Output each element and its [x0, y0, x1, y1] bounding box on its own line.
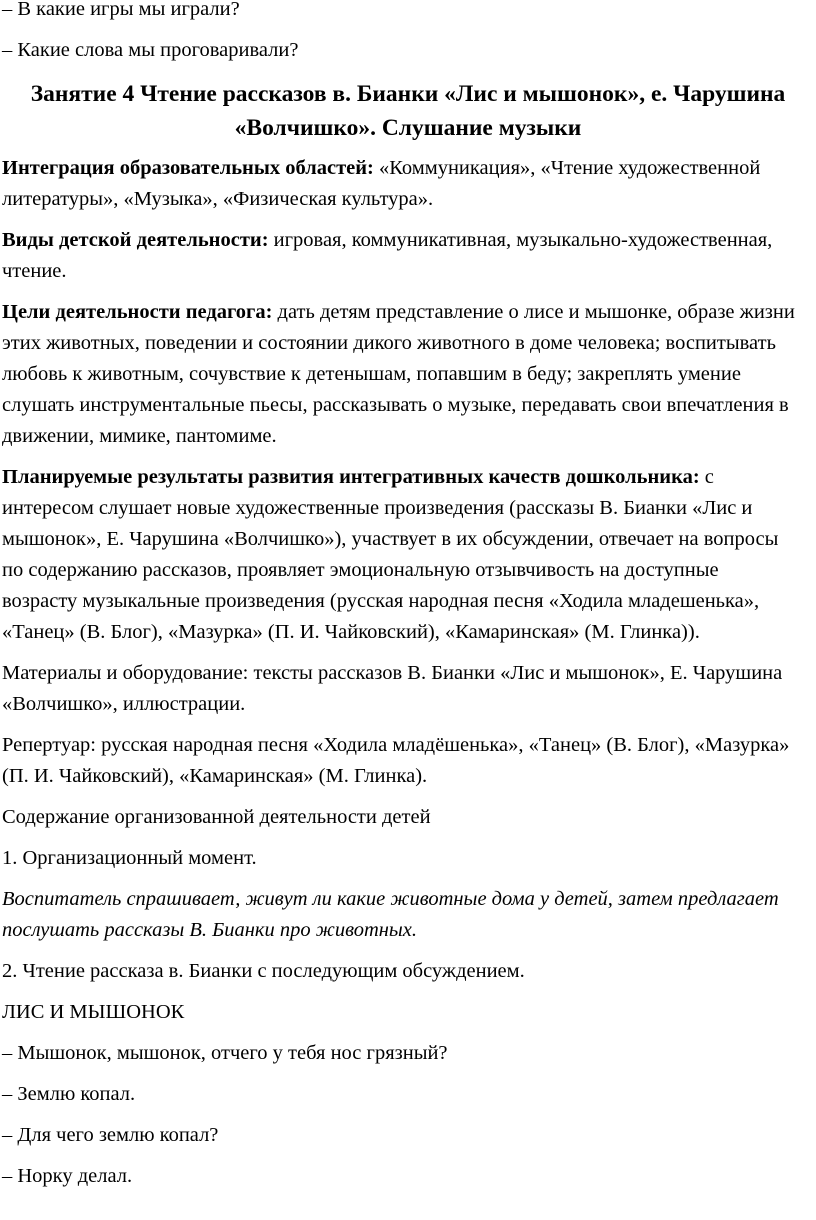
step-1-note: Воспитатель спрашивает, живут ли какие животные дома у детей, затем предлагает послушать рассказы В. Бианки про животных.: [2, 888, 779, 941]
dialogue-line: – Мышонок, мышонок, отчего у тебя нос грязный?: [2, 1042, 448, 1064]
question-games: – В какие игры мы играли?: [2, 0, 240, 20]
content-heading: Содержание организованной деятельности детей: [2, 806, 431, 828]
results-paragraph: [2, 462, 796, 648]
repertoire-paragraph: Репертуар: русская народная песня «Ходила младёшенька», «Танец» (В. Блог), «Мазурка» (П. И. Чайковский), «Камаринская» (М. Глинка).: [2, 734, 790, 787]
activities-paragraph: [2, 225, 796, 287]
integration-text: «Коммуникация», «Чтение художественной литературы», «Музыка», «Физическая культура».: [2, 157, 761, 210]
results-label: Планируемые результаты развития интегративных качеств дошкольника:: [2, 466, 700, 488]
integration-paragraph: [2, 153, 796, 215]
dialogue-line: – Норку делал.: [2, 1165, 133, 1187]
dialogue-line: – Для чего землю копал?: [2, 1124, 219, 1146]
integration-label: Интеграция образовательных областей:: [2, 157, 374, 179]
lesson-title: Занятие 4 Чтение рассказов в. Бианки «Лис и мышонок», е. Чарушина «Волчишко». Слушание музыки: [30, 81, 786, 141]
activities-label: Виды детской деятельности:: [2, 229, 269, 251]
goals-text: дать детям представление о лисе и мышонке, образе жизни этих животных, поведении и состоянии дикого животного в доме человека; воспитывать любовь к животным, сочувствие к детенышам, попавшим в беду; закреплять умение слушать инструментальные пьесы, рассказывать о музыке, передавать свои впечатления в движении, мимике, пантомиме.: [2, 301, 795, 447]
goals-paragraph: [2, 297, 796, 452]
step-1: 1. Организационный момент.: [2, 847, 257, 869]
story-title: ЛИС И МЫШОНОК: [2, 1001, 185, 1023]
materials-paragraph: Материалы и оборудование: тексты рассказов В. Бианки «Лис и мышонок», Е. Чарушина «Волчишко», иллюстрации.: [2, 662, 783, 715]
results-text: с интересом слушает новые художественные произведения (рассказы В. Бианки «Лис и мышонок», Е. Чарушина «Волчишко»), участвует в их обсуждении, отвечает на вопросы по содержанию рассказов, проявляет эмоциональную отзывчивость на доступные возрасту музыкальные произведения (русская народная песня «Ходила младешенька», «Танец» (В. Блог), «Мазурка» (П. И. Чайковский), «Камаринская» (М. Глинка)).: [2, 466, 779, 643]
activities-text: игровая, коммуникативная, музыкально-художественная, чтение.: [2, 229, 773, 282]
goals-label: Цели деятельности педагога:: [2, 301, 273, 323]
step-2: 2. Чтение рассказа в. Бианки с последующим обсуждением.: [2, 960, 525, 982]
dialogue-line: – Землю копал.: [2, 1083, 136, 1105]
question-words: – Какие слова мы проговаривали?: [2, 39, 299, 61]
